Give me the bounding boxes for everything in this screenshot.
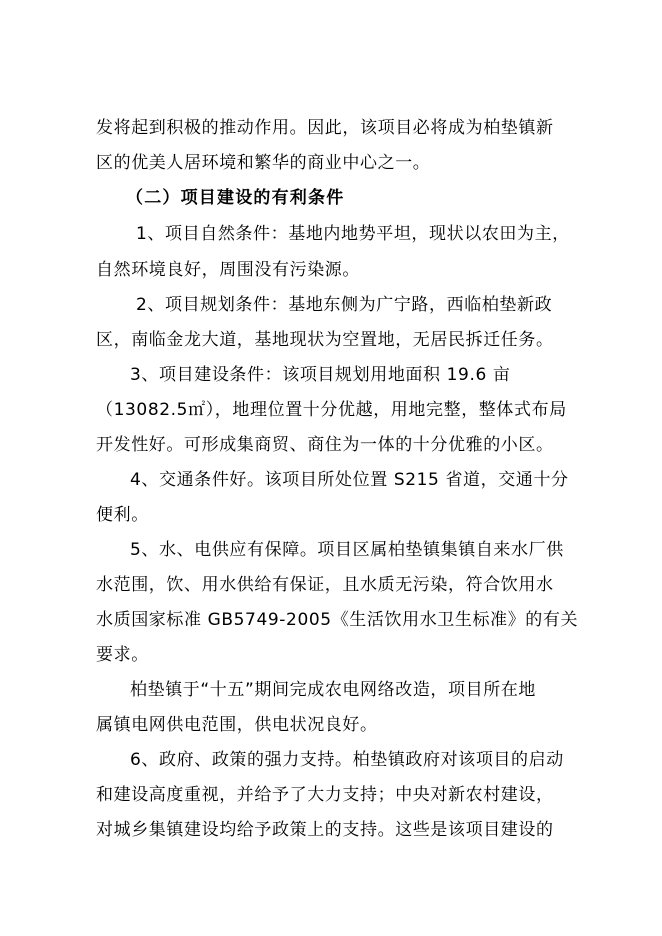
paragraph-line: 自然环境良好，周围没有污染源。 (96, 260, 360, 280)
paragraph-line: 属镇电网供电范围，供电状况良好。 (96, 715, 378, 735)
paragraph-line: 和建设高度重视，并给予了大力支持；中央对新农村建设， (96, 785, 554, 805)
paragraph-line: 发将起到积极的推动作用。因此，该项目必将成为柏垫镇新 (96, 118, 554, 138)
section-heading: （二）项目建设的有利条件 (126, 188, 345, 208)
paragraph-line: （13082.5㎡），地理位置十分优越，用地完整，整体式布局 (96, 400, 567, 420)
paragraph-line: 6、政府、政策的强力支持。柏垫镇政府对该项目的启动 (130, 750, 564, 770)
paragraph-line: 水质国家标准 GB5749-2005《生活饮用水卫生标准》的有关 (96, 610, 579, 630)
paragraph-line: 5、水、电供应有保障。项目区属柏垫镇集镇自来水厂供 (130, 540, 564, 560)
paragraph-line: 柏垫镇于“十五”期间完成农电网络改造，项目所在地 (130, 680, 537, 700)
paragraph-line: 3、项目建设条件：该项目规划用地面积 19.6 亩 (130, 365, 511, 385)
paragraph-line: 开发性好。可形成集商贸、商住为一体的十分优雅的小区。 (96, 435, 554, 455)
paragraph-line: 4、交通条件好。该项目所处位置 S215 省道，交通十分 (130, 470, 569, 490)
paragraph-line: 对城乡集镇建设均给予政策上的支持。这些是该项目建设的 (96, 820, 554, 840)
paragraph-line: 2、项目规划条件：基地东侧为广宁路，西临柏垫新政 (136, 295, 553, 315)
paragraph-line: 区的优美人居环境和繁华的商业中心之一。 (96, 153, 431, 173)
paragraph-line: 要求。 (96, 645, 149, 665)
paragraph-line: 水范围，饮、用水供给有保证，且水质无污染，符合饮用水 (96, 575, 554, 595)
paragraph-line: 1、项目自然条件：基地内地势平坦，现状以农田为主， (136, 224, 570, 244)
paragraph-line: 区，南临金龙大道，基地现状为空置地，无居民拆迁任务。 (96, 330, 554, 350)
paragraph-line: 便利。 (96, 505, 149, 525)
